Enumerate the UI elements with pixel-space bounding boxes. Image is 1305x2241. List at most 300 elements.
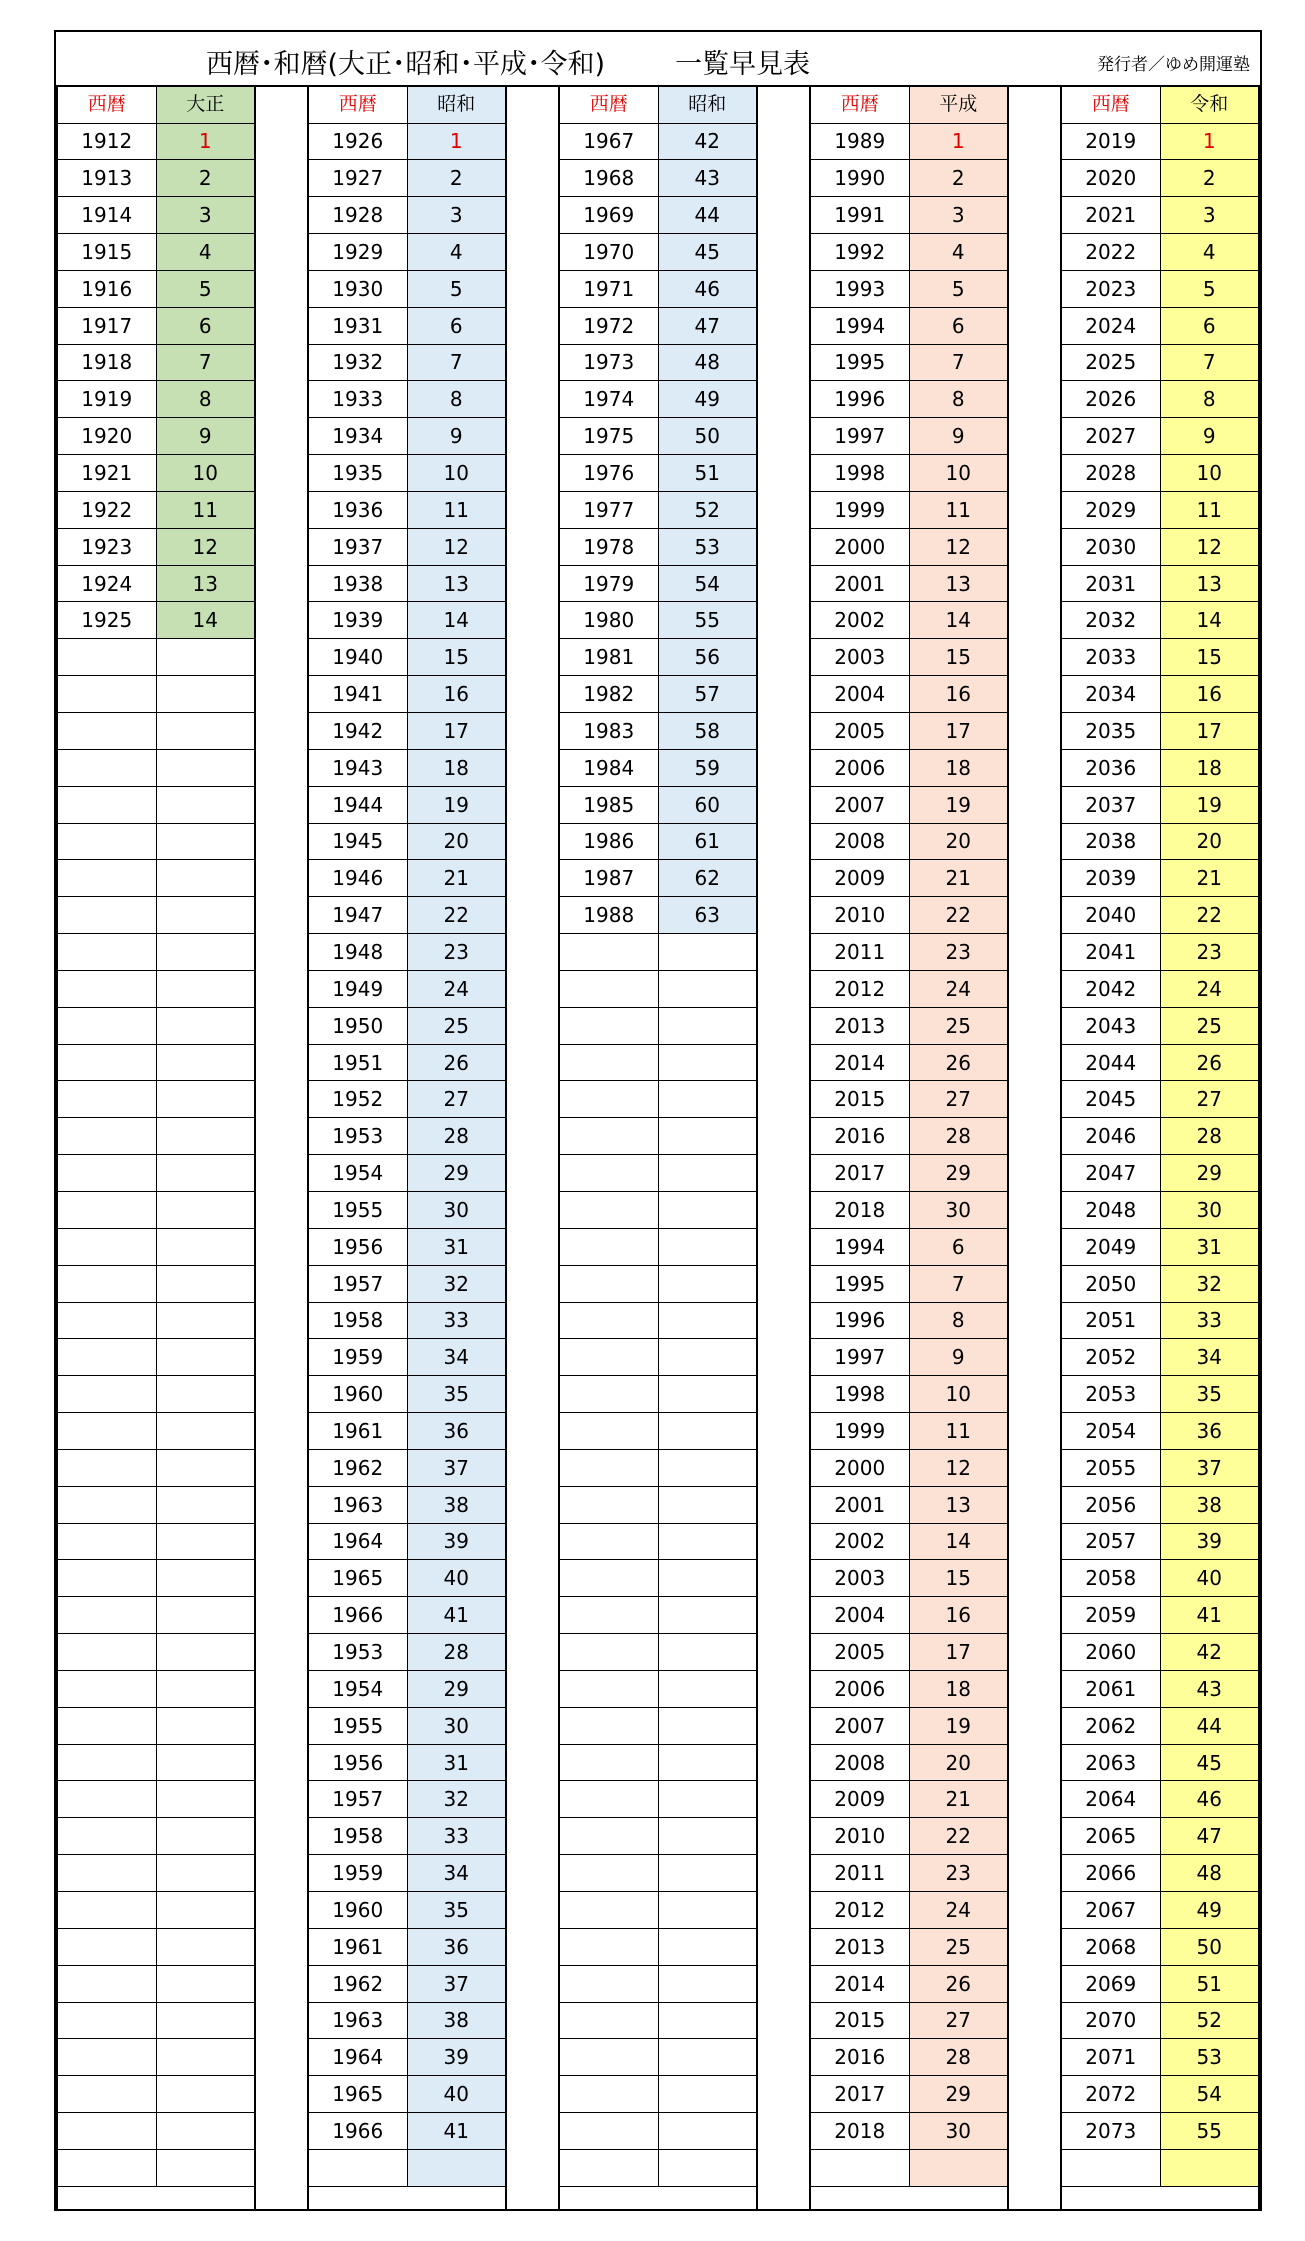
table-row: [1062, 197, 1258, 234]
year-cell: [58, 860, 156, 897]
column-header-row: [309, 87, 505, 123]
era-year-cell: 27: [909, 1081, 1007, 1118]
table-row: [811, 1155, 1007, 1192]
year-cell: 1990: [811, 160, 909, 197]
era-year-cell: 58: [658, 713, 756, 750]
era-year-cell: [156, 2039, 254, 2076]
table-row: [1062, 1634, 1258, 1671]
table-row: [309, 676, 505, 713]
era-year-cell: 29: [909, 1155, 1007, 1192]
table-row: [309, 1118, 505, 1155]
table-row: [1062, 1339, 1258, 1376]
era-year-cell: 15: [407, 639, 505, 676]
year-cell: 2017: [811, 2076, 909, 2113]
era-year-cell: 37: [1160, 1449, 1258, 1486]
year-cell: 1964: [309, 1523, 407, 1560]
table-row: [1062, 1560, 1258, 1597]
table-row: [560, 1081, 756, 1118]
year-cell: 2033: [1062, 639, 1160, 676]
table-row: [58, 197, 254, 234]
era-year-cell: [658, 1560, 756, 1597]
year-cell: 2010: [811, 897, 909, 934]
era-year-cell: 26: [909, 1044, 1007, 1081]
era-year-cell: 55: [1160, 2113, 1258, 2150]
year-cell: [58, 1634, 156, 1671]
year-cell: [560, 1707, 658, 1744]
table-row: [1062, 1302, 1258, 1339]
year-cell: 1999: [811, 1413, 909, 1450]
table-row: [309, 2076, 505, 2113]
era-year-cell: 59: [658, 749, 756, 786]
era-year-cell: 29: [407, 1155, 505, 1192]
era-year-cell: 21: [909, 860, 1007, 897]
era-year-cell: 27: [407, 1081, 505, 1118]
era-year-cell: 9: [909, 1339, 1007, 1376]
table-row: [58, 1523, 254, 1560]
era-year-cell: 30: [909, 1191, 1007, 1228]
year-cell: 1919: [58, 381, 156, 418]
year-cell: 2058: [1062, 1560, 1160, 1597]
table-row: [309, 1191, 505, 1228]
year-cell: [560, 2149, 658, 2186]
year-cell: [560, 1265, 658, 1302]
table-row: [560, 1818, 756, 1855]
table-row: [58, 1707, 254, 1744]
table-row: [560, 2113, 756, 2150]
year-cell: [560, 1892, 658, 1929]
year-cell: 2046: [1062, 1118, 1160, 1155]
table-row: [58, 860, 254, 897]
era-year-cell: 24: [909, 970, 1007, 1007]
table-row: [560, 160, 756, 197]
year-cell: [560, 1155, 658, 1192]
year-cell: 1929: [309, 234, 407, 271]
era-year-cell: 57: [658, 676, 756, 713]
table-row: [811, 1744, 1007, 1781]
table-row: [1062, 455, 1258, 492]
era-year-cell: 8: [1160, 381, 1258, 418]
era-year-cell: [156, 1634, 254, 1671]
conversion-table-sheet: [54, 30, 1262, 2211]
table-row: [560, 1044, 756, 1081]
era-year-cell: 8: [156, 381, 254, 418]
table-row: [58, 1597, 254, 1634]
table-row: [1062, 1486, 1258, 1523]
era-year-cell: 47: [1160, 1818, 1258, 1855]
year-cell: 2030: [1062, 528, 1160, 565]
era-year-cell: 21: [407, 860, 505, 897]
year-cell: 2020: [1062, 160, 1160, 197]
era-year-cell: 3: [407, 197, 505, 234]
table-row: [560, 1228, 756, 1265]
year-cell: [560, 1781, 658, 1818]
table-row: [309, 1007, 505, 1044]
year-cell: [58, 1707, 156, 1744]
year-cell: 2034: [1062, 676, 1160, 713]
era-year-cell: 19: [909, 786, 1007, 823]
era-year-cell: 41: [407, 1597, 505, 1634]
table-row: [58, 1670, 254, 1707]
era-year-cell: 9: [909, 418, 1007, 455]
era-year-cell: 28: [1160, 1118, 1258, 1155]
table-row: [309, 565, 505, 602]
era-year-cell: 5: [1160, 270, 1258, 307]
era-year-cell: [156, 970, 254, 1007]
era-year-cell: [156, 1302, 254, 1339]
table-row: [1062, 528, 1258, 565]
era-year-cell: [658, 1523, 756, 1560]
era-year-cell: [156, 2149, 254, 2186]
year-cell: 1954: [309, 1670, 407, 1707]
year-cell: 2031: [1062, 565, 1160, 602]
year-cell: 1995: [811, 1265, 909, 1302]
year-cell: [58, 1449, 156, 1486]
table-row: [560, 676, 756, 713]
era-year-cell: 16: [1160, 676, 1258, 713]
year-cell: 1945: [309, 823, 407, 860]
year-cell: [560, 1228, 658, 1265]
year-cell: [560, 2113, 658, 2150]
table-row: [58, 1155, 254, 1192]
table-row: [309, 1523, 505, 1560]
era-year-cell: 25: [1160, 1007, 1258, 1044]
year-cell: 1967: [560, 123, 658, 160]
era-year-cell: 38: [407, 2002, 505, 2039]
table-row: [58, 455, 254, 492]
table-row: [811, 1855, 1007, 1892]
year-cell: 1962: [309, 1449, 407, 1486]
year-cell: 1977: [560, 491, 658, 528]
year-cell: [560, 1634, 658, 1671]
table-row: [560, 1413, 756, 1450]
year-cell: 1936: [309, 491, 407, 528]
era-year-cell: [156, 860, 254, 897]
year-cell: 1991: [811, 197, 909, 234]
year-cell: 1944: [309, 786, 407, 823]
showa-column-group-2: [558, 87, 758, 2209]
table-row: [811, 1670, 1007, 1707]
year-cell: [58, 1892, 156, 1929]
table-row: [560, 1965, 756, 2002]
table-row: [1062, 786, 1258, 823]
year-cell: [560, 1118, 658, 1155]
table-row: [309, 934, 505, 971]
year-cell: [58, 676, 156, 713]
era-year-cell: 49: [1160, 1892, 1258, 1929]
year-cell: 1986: [560, 823, 658, 860]
year-cell: 1922: [58, 491, 156, 528]
table-row: [811, 491, 1007, 528]
era-year-cell: [156, 1560, 254, 1597]
era-year-cell: 24: [407, 970, 505, 1007]
year-cell: 2000: [811, 1449, 909, 1486]
table-row: [560, 1892, 756, 1929]
year-cell: 2036: [1062, 749, 1160, 786]
era-year-cell: 27: [1160, 1081, 1258, 1118]
year-cell: 1963: [309, 1486, 407, 1523]
table-row: [1062, 160, 1258, 197]
era-year-cell: 16: [909, 1597, 1007, 1634]
table-row: [309, 823, 505, 860]
table-row: [309, 381, 505, 418]
column-header-row: [1062, 87, 1258, 123]
year-cell: 2054: [1062, 1413, 1160, 1450]
table-row: [58, 897, 254, 934]
table-row: [560, 528, 756, 565]
era-year-cell: 28: [407, 1634, 505, 1671]
table-row: [58, 1413, 254, 1450]
table-row: [1062, 1118, 1258, 1155]
year-cell: 1973: [560, 344, 658, 381]
era-year-cell: [156, 934, 254, 971]
year-cell: 2069: [1062, 1965, 1160, 2002]
year-cell: 2052: [1062, 1339, 1160, 1376]
table-row: [560, 1265, 756, 1302]
year-cell: 1966: [309, 1597, 407, 1634]
table-row: [560, 234, 756, 271]
era-year-cell: 25: [909, 1928, 1007, 1965]
year-cell: 1984: [560, 749, 658, 786]
era-year-cell: 45: [658, 234, 756, 271]
year-cell: [560, 2076, 658, 2113]
era-year-cell: 11: [407, 491, 505, 528]
table-row: [560, 1376, 756, 1413]
year-cell: 2004: [811, 676, 909, 713]
era-year-cell: 12: [407, 528, 505, 565]
era-year-cell: [156, 897, 254, 934]
year-cell: 1953: [309, 1634, 407, 1671]
year-cell: 2012: [811, 1892, 909, 1929]
year-cell: 2038: [1062, 823, 1160, 860]
table-row: [309, 713, 505, 750]
year-cell: 1981: [560, 639, 658, 676]
era-year-cell: 21: [1160, 860, 1258, 897]
era-year-cell: 62: [658, 860, 756, 897]
era-year-cell: 35: [1160, 1376, 1258, 1413]
year-cell: 1965: [309, 1560, 407, 1597]
year-cell: 2022: [1062, 234, 1160, 271]
year-cell: 2018: [811, 2113, 909, 2150]
table-row: [1062, 270, 1258, 307]
era-year-cell: [156, 1855, 254, 1892]
year-cell: 1920: [58, 418, 156, 455]
era-year-cell: 13: [909, 1486, 1007, 1523]
era-year-cell: 9: [407, 418, 505, 455]
year-cell: [58, 2039, 156, 2076]
table-row: [58, 1007, 254, 1044]
year-cell: [560, 1339, 658, 1376]
era-year-cell: 34: [407, 1339, 505, 1376]
year-cell: [560, 1597, 658, 1634]
era-year-cell: [156, 1155, 254, 1192]
era-year-cell: [156, 2002, 254, 2039]
year-cell: 2008: [811, 823, 909, 860]
table-row: [309, 1892, 505, 1929]
year-cell: 1998: [811, 455, 909, 492]
table-row: [309, 1228, 505, 1265]
era-year-cell: 1: [1160, 123, 1258, 160]
table-row: [811, 786, 1007, 823]
table-row: [811, 713, 1007, 750]
year-cell: 2018: [811, 1191, 909, 1228]
table-row: [309, 749, 505, 786]
year-cell: 2001: [811, 565, 909, 602]
table-row: [560, 1449, 756, 1486]
era-year-cell: [658, 1265, 756, 1302]
year-cell: 1961: [309, 1928, 407, 1965]
year-cell: 2037: [1062, 786, 1160, 823]
table-row: [560, 1855, 756, 1892]
table-row: [1062, 1707, 1258, 1744]
table-row: [309, 344, 505, 381]
table-row: [309, 786, 505, 823]
era-year-cell: 8: [909, 1302, 1007, 1339]
year-cell: 2002: [811, 602, 909, 639]
year-cell: 1987: [560, 860, 658, 897]
era-year-cell: 30: [1160, 1191, 1258, 1228]
era-year-cell: [156, 1597, 254, 1634]
table-row: [1062, 1155, 1258, 1192]
table-row: [560, 2076, 756, 2113]
publisher-label: 発行者／ゆめ開運塾: [1097, 55, 1250, 75]
year-cell: 2019: [1062, 123, 1160, 160]
era-year-cell: 54: [1160, 2076, 1258, 2113]
era-year-cell: 35: [407, 1892, 505, 1929]
era-year-cell: 5: [156, 270, 254, 307]
year-cell: 2010: [811, 1818, 909, 1855]
year-cell: [58, 786, 156, 823]
table-row: [811, 1965, 1007, 2002]
table-row: [811, 1707, 1007, 1744]
header-era-showa2: 昭和: [658, 87, 756, 123]
table-row: [58, 602, 254, 639]
era-year-cell: 36: [407, 1413, 505, 1450]
year-cell: 1923: [58, 528, 156, 565]
era-year-cell: 29: [909, 2076, 1007, 2113]
era-year-cell: [658, 1597, 756, 1634]
table-row: [560, 1781, 756, 1818]
year-cell: 1941: [309, 676, 407, 713]
header-era-taisho: 大正: [156, 87, 254, 123]
era-year-cell: 1: [156, 123, 254, 160]
era-year-cell: 39: [407, 1523, 505, 1560]
table-row: [811, 1634, 1007, 1671]
table-row: [560, 1707, 756, 1744]
year-cell: 2073: [1062, 2113, 1160, 2150]
table-row: [58, 565, 254, 602]
year-cell: 1996: [811, 381, 909, 418]
table-row: [1062, 897, 1258, 934]
year-cell: [58, 1597, 156, 1634]
year-cell: 2048: [1062, 1191, 1160, 1228]
era-year-cell: 33: [1160, 1302, 1258, 1339]
table-row: [811, 1007, 1007, 1044]
era-year-cell: 11: [909, 1413, 1007, 1450]
era-year-cell: [156, 1670, 254, 1707]
year-cell: 2012: [811, 970, 909, 1007]
year-cell: [58, 749, 156, 786]
era-year-cell: [156, 1118, 254, 1155]
table-row: [811, 197, 1007, 234]
era-year-cell: 60: [658, 786, 756, 823]
year-cell: 1976: [560, 455, 658, 492]
year-cell: 1988: [560, 897, 658, 934]
table-row: [309, 1781, 505, 1818]
year-cell: 2041: [1062, 934, 1160, 971]
year-cell: 2055: [1062, 1449, 1160, 1486]
year-cell: 1982: [560, 676, 658, 713]
era-year-cell: 35: [407, 1376, 505, 1413]
era-year-cell: 1: [407, 123, 505, 160]
era-year-cell: 31: [1160, 1228, 1258, 1265]
era-year-cell: 20: [407, 823, 505, 860]
table-row: [560, 934, 756, 971]
era-year-cell: [156, 1486, 254, 1523]
year-cell: [58, 2113, 156, 2150]
year-cell: [58, 1044, 156, 1081]
table-row: [1062, 1449, 1258, 1486]
table-row: [560, 1339, 756, 1376]
year-cell: 1950: [309, 1007, 407, 1044]
column-header-row: [58, 87, 254, 123]
table-row: [560, 1670, 756, 1707]
table-row: [58, 2076, 254, 2113]
year-cell: [58, 934, 156, 971]
year-cell: [58, 1302, 156, 1339]
era-year-cell: 3: [909, 197, 1007, 234]
table-row: [309, 1265, 505, 1302]
year-cell: 2059: [1062, 1597, 1160, 1634]
year-cell: 2003: [811, 639, 909, 676]
era-year-cell: [156, 1781, 254, 1818]
table-row: [58, 749, 254, 786]
table-row: [1062, 234, 1258, 271]
era-year-cell: 27: [909, 2002, 1007, 2039]
table-row: [1062, 307, 1258, 344]
era-year-cell: 12: [156, 528, 254, 565]
showa-column-group-1: [307, 87, 507, 2209]
table-row: [58, 676, 254, 713]
era-year-cell: [156, 1191, 254, 1228]
table-row: [309, 970, 505, 1007]
table-row: [1062, 1670, 1258, 1707]
era-year-cell: 31: [407, 1744, 505, 1781]
year-cell: [560, 934, 658, 971]
table-row: [811, 1781, 1007, 1818]
era-year-cell: 25: [407, 1007, 505, 1044]
year-cell: 2044: [1062, 1044, 1160, 1081]
year-cell: 1956: [309, 1228, 407, 1265]
era-year-cell: [658, 1781, 756, 1818]
era-year-cell: [156, 2076, 254, 2113]
year-cell: 1940: [309, 639, 407, 676]
table-row: [811, 1081, 1007, 1118]
era-year-cell: [156, 1376, 254, 1413]
table-row: [560, 1191, 756, 1228]
table-row: [811, 1413, 1007, 1450]
era-year-cell: 11: [156, 491, 254, 528]
table-row: [309, 234, 505, 271]
era-year-cell: [658, 1707, 756, 1744]
table-row: [309, 602, 505, 639]
table-row: [811, 344, 1007, 381]
era-year-cell: [156, 1228, 254, 1265]
table-row: [58, 1191, 254, 1228]
year-cell: 1992: [811, 234, 909, 271]
year-cell: 2015: [811, 2002, 909, 2039]
table-row: [58, 2149, 254, 2186]
year-cell: 1997: [811, 418, 909, 455]
